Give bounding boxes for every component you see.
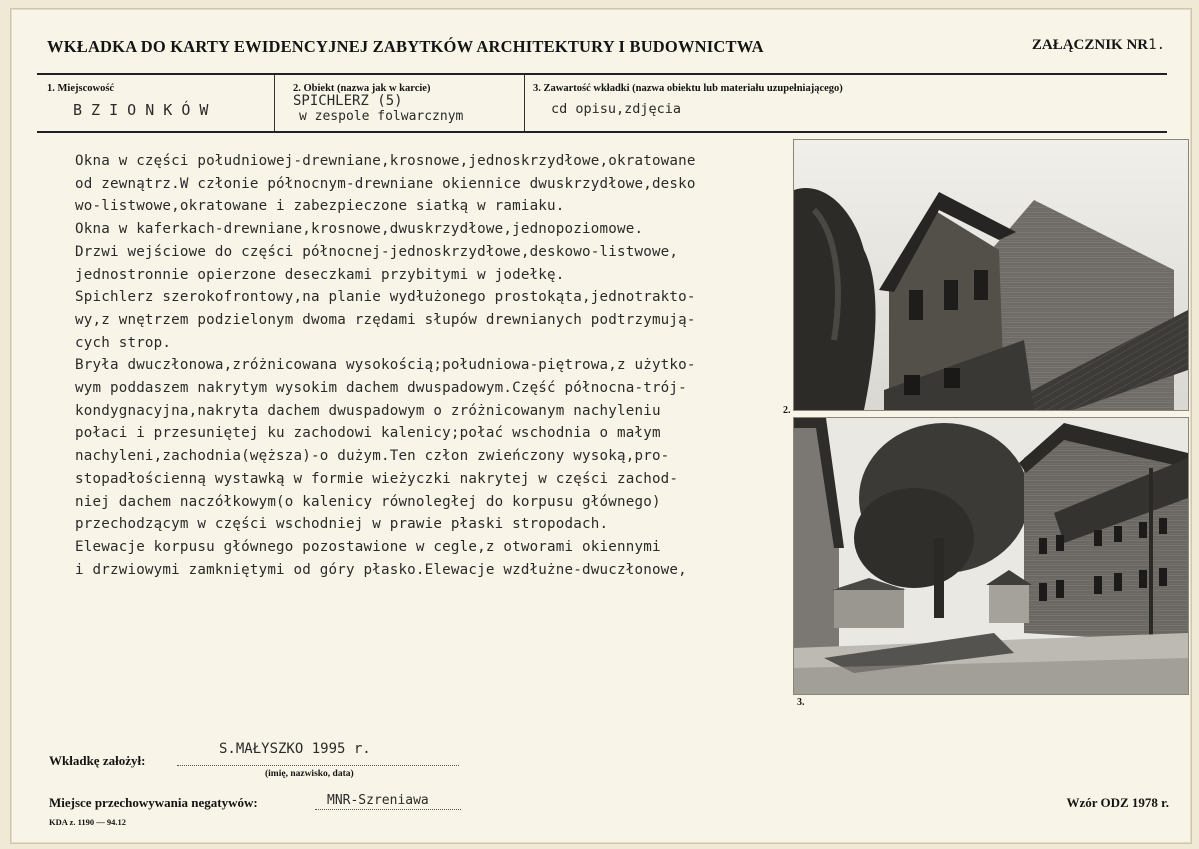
form-title: WKŁADKA DO KARTY EWIDENCYJNEJ ZABYTKÓW ARCHITEKTURY I BUDOWNICTWA [47, 37, 764, 56]
photo-3-label: 3. [797, 697, 805, 708]
field-3-label: 3. Zawartość wkładki (nazwa obiektu lub materiału uzupełniającego) [533, 83, 843, 94]
description-line: Okna w kaferkach-drewniane,krosnowe,dwuskrzydłowe,jednopoziomowe. [75, 221, 644, 238]
description-line: wy,z wnętrzem podzielonym dwoma rzędami słupów drewnianych podtrzymują- [75, 311, 696, 328]
record-card [10, 8, 1192, 844]
description-line: jednostronnie opierzone deseczkami przybitymi w jodełkę. [75, 266, 565, 283]
photo-granary-gable-image [794, 140, 1188, 410]
form-reference: Wzór ODZ 1978 r. [1066, 795, 1169, 810]
description-line: przechodzącym w części wschodniej w prawie płaski stropodach. [75, 516, 609, 533]
annex-number: 1. [1148, 37, 1165, 53]
author-label: Wkładkę założył: [49, 753, 146, 768]
description-line: wym poddaszem nakrytym wysokim dachem dwuspadowym.Część północna-trój- [75, 380, 687, 396]
photo-granary-gable [793, 139, 1189, 411]
annex-label [1032, 37, 1165, 54]
storage-dotline [315, 809, 461, 810]
storage-value: MNR-Szreniawa [327, 793, 429, 808]
storage-label: Miejsce przechowywania negatywów: [49, 795, 258, 810]
field-1-value: B Z I O N K Ó W [73, 101, 209, 119]
description-line: kondygnacyjna,nakryta dachem dwuspadowym o zróżnicowanym nachyleniu [75, 402, 661, 419]
description-line: stopadłościenną wystawką w formie wieżyczki nakrytej w części zachod- [75, 470, 679, 487]
description-line: Bryła dwuczłonowa,zróżnicowana wysokością;południowa-piętrowa,z użytko- [75, 357, 696, 374]
photo-2-label: 2. [783, 405, 791, 416]
field-bottom-rule [37, 131, 1167, 133]
photo-farm-yard-image [794, 418, 1188, 694]
description-line: niej dachem naczółkowym(o kalenicy równoległej do korpusu głównego) [75, 493, 661, 510]
field-divider-2 [524, 75, 525, 131]
field-1-label: 1. Miejscowość [47, 83, 115, 94]
field-divider-1 [274, 75, 275, 131]
description-line: wo-listwowe,okratowane i zabezpieczone siatką w ramiaku. [75, 198, 565, 215]
author-dotline [177, 765, 459, 766]
print-reference: KDA z. 1190 — 94.12 [49, 817, 126, 827]
description-line: Elewacje korpusu głównego pozostawione w cegle,z otworami okiennymi [75, 538, 661, 555]
description-line: połaci i przesuniętej ku zachodowi kalenicy;połać wschodnia o małym [75, 425, 661, 442]
description-line: Okna w części południowej-drewniane,krosnowe,jednoskrzydłowe,okratowane [75, 153, 696, 169]
description-line: nachyleni,zachodnia(węższa)-o dużym.Ten człon zwieńczony wysoką,pro- [75, 448, 670, 465]
description-line: cych strop. [75, 334, 172, 351]
description-line: Spichlerz szerokofrontowy,na planie wydłużonego prostokąta,jednotrakto- [75, 289, 696, 306]
photo-farm-yard [793, 417, 1189, 695]
field-2-value-2: w zespole folwarcznym [299, 109, 464, 124]
field-3-value: cd opisu,zdjęcia [551, 101, 682, 117]
author-value: S.MAŁYSZKO 1995 r. [219, 741, 371, 757]
description-line: i drzwiowymi zamkniętymi od góry płasko.Elewacje wzdłużne-dwuczłonowe, [75, 561, 687, 578]
description-line: od zewnątrz.W członie północnym-drewniane okiennice dwuskrzydłowe,desko [75, 175, 696, 192]
field-2-value-1: SPICHLERZ (5) [293, 93, 403, 109]
field-2-label: 2. Obiekt (nazwa jak w karcie) [293, 83, 431, 94]
annex-text: ZAŁĄCZNIK NR [1031, 37, 1149, 53]
description-line: Drzwi wejściowe do części północnej-jednoskrzydłowe,deskowo-listwowe, [75, 243, 679, 260]
author-hint: (imię, nazwisko, data) [265, 769, 354, 779]
top-rule [37, 73, 1167, 75]
